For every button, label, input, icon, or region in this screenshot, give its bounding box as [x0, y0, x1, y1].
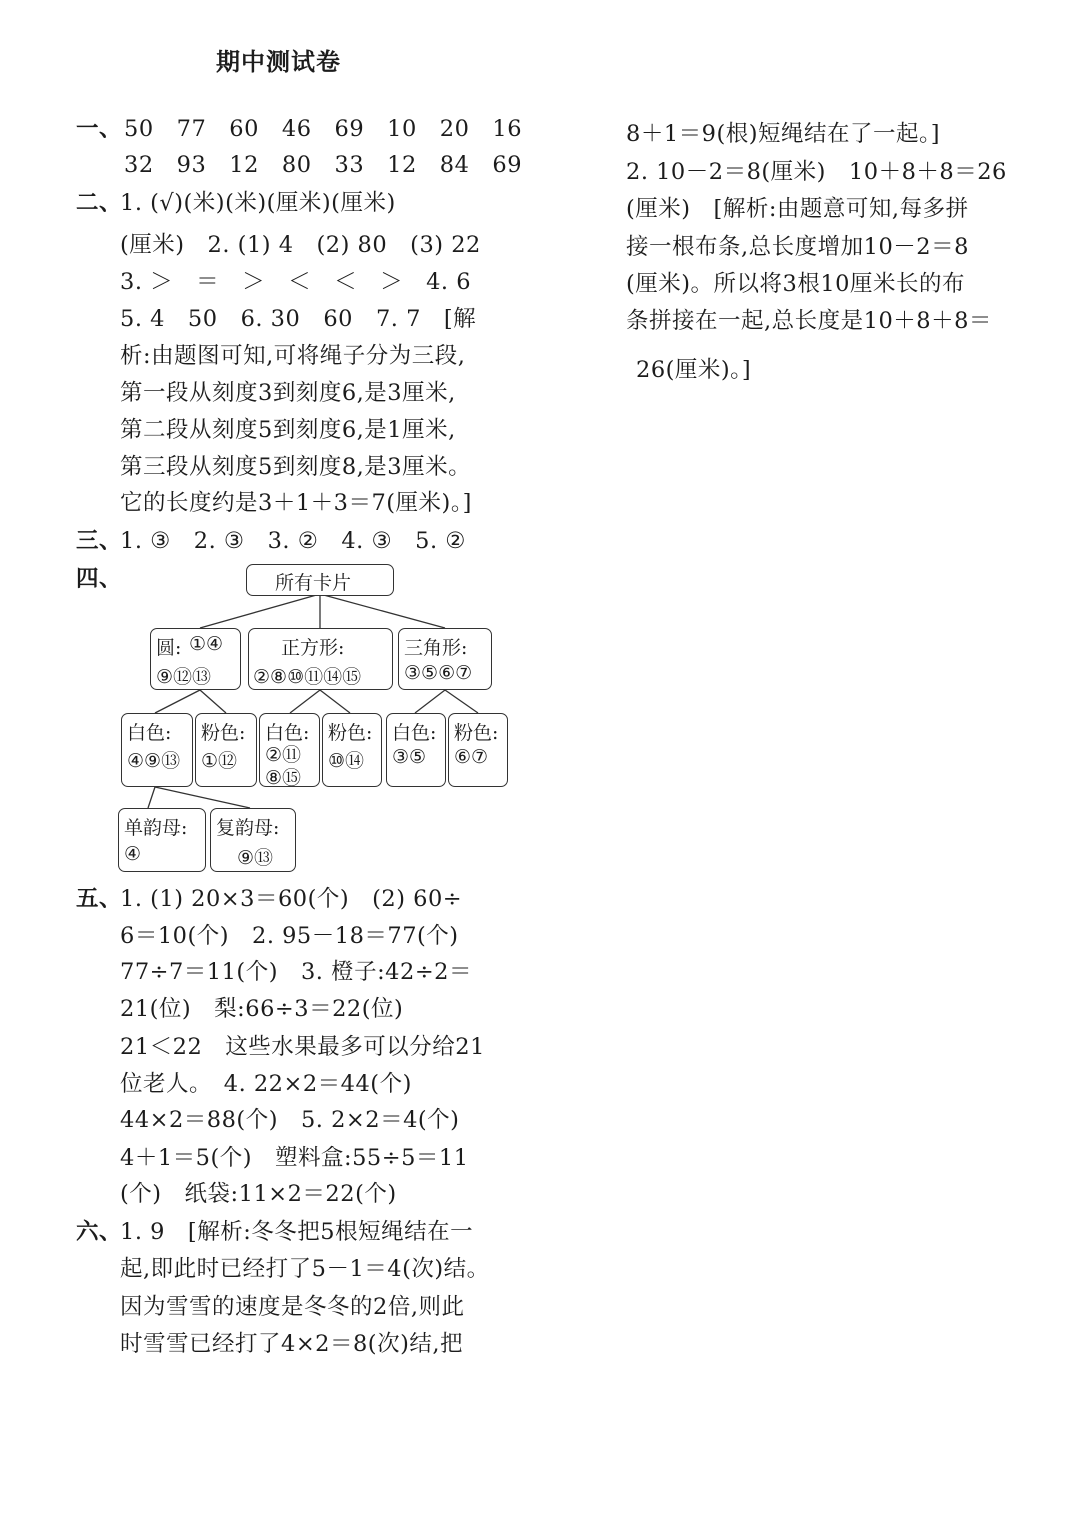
- tree-node-circle-white: [121, 713, 193, 787]
- answer-line: 因为雪雪的速度是冬冬的2倍,则此: [120, 1294, 465, 1320]
- answer-line: (厘米) [解析:由题意可知,每多拼: [626, 196, 969, 222]
- answer-line: 21＜22 这些水果最多可以分给21: [120, 1034, 485, 1060]
- answer-line: 第三段从刻度5到刻度8,是3厘米。: [120, 454, 472, 480]
- node-label: 粉色:: [454, 722, 499, 744]
- node-label: 圆:: [156, 637, 182, 659]
- section-heading: 五、: [76, 886, 123, 912]
- connector: [155, 787, 250, 808]
- node-items: ⑧⑮: [265, 767, 302, 789]
- answer-line: 21(位) 梨:66÷3＝22(位): [120, 996, 404, 1022]
- connector: [415, 690, 445, 713]
- answer-line: 3. ＞ ＝ ＞ ＜ ＜ ＞ 4. 6: [120, 269, 472, 295]
- answer-line: 第一段从刻度3到刻度6,是3厘米,: [120, 380, 456, 406]
- answer-line: 6＝10(个) 2. 95－18＝77(个): [120, 923, 459, 949]
- connector: [148, 787, 155, 808]
- answer-line: 条拼接在一起,总长度是10＋8＋8＝: [626, 308, 992, 334]
- tree-node-circle: [150, 628, 241, 690]
- page-title: 期中测试卷: [216, 47, 341, 76]
- answer-line: 77÷7＝11(个) 3. 橙子:42÷2＝: [120, 959, 472, 985]
- answer-line: 32 93 12 80 33 12 84 69: [124, 152, 523, 178]
- node-label: 复韵母:: [216, 817, 280, 839]
- answer-line: 接一根布条,总长度增加10－2＝8: [626, 234, 969, 260]
- tree-node-square-white: [259, 713, 320, 787]
- answer-line: 1. (1) 20×3＝60(个) (2) 60÷: [120, 886, 463, 912]
- connector: [290, 690, 320, 713]
- node-items: ②⑪: [265, 744, 302, 766]
- section-heading: 三、: [76, 528, 123, 554]
- node-items: ⑩⑭: [328, 750, 365, 772]
- node-items: ②⑧⑩⑪⑭⑮: [253, 666, 362, 688]
- node-label: 所有卡片: [275, 572, 352, 594]
- node-items: ①⑫: [201, 750, 238, 772]
- node-label: 白色:: [392, 722, 437, 744]
- tree-node-compound-vowel: [210, 808, 296, 872]
- answer-line: 26(厘米)。]: [636, 357, 752, 383]
- tree-node-triangle-pink: [448, 713, 508, 787]
- answer-line: (个) 纸袋:11×2＝22(个): [120, 1181, 397, 1207]
- node-items: ③⑤⑥⑦: [404, 662, 473, 684]
- node-label: 三角形:: [404, 637, 468, 659]
- answer-line: 44×2＝88(个) 5. 2×2＝4(个): [120, 1107, 460, 1133]
- node-label: 正方形:: [281, 637, 345, 659]
- section-heading: 二、: [76, 190, 123, 216]
- answer-line: 5. 4 50 6. 30 60 7. 7 [解: [120, 306, 477, 332]
- node-items: ①④: [189, 633, 224, 655]
- answer-line: 50 77 60 46 69 10 20 16: [124, 116, 523, 142]
- tree-root-node: [246, 564, 394, 596]
- connector: [200, 690, 226, 713]
- answer-line: 4＋1＝5(个) 塑料盒:55÷5＝11: [120, 1145, 469, 1171]
- answer-line: 1. ③ 2. ③ 3. ② 4. ③ 5. ②: [120, 528, 466, 554]
- node-label: 白色:: [127, 722, 172, 744]
- node-label: 粉色:: [201, 722, 246, 744]
- answer-line: 2. 10－2＝8(厘米) 10＋8＋8＝26: [626, 159, 1007, 185]
- answer-line: 8＋1＝9(根)短绳结在了一起。]: [626, 121, 941, 147]
- connector: [320, 690, 350, 713]
- tree-node-square: [248, 628, 393, 690]
- answer-line: 起,即此时已经打了5－1＝4(次)结。: [120, 1256, 490, 1282]
- section-heading: 六、: [76, 1219, 123, 1245]
- section-heading: 四、: [76, 566, 123, 592]
- connector: [445, 690, 478, 713]
- node-items: ⑥⑦: [454, 746, 489, 768]
- answer-line: 1. (√)(米)(米)(厘米)(厘米): [120, 190, 396, 216]
- tree-node-square-pink: [322, 713, 382, 787]
- tree-node-triangle-white: [386, 713, 446, 787]
- answer-line: 位老人。 4. 22×2＝44(个): [120, 1071, 412, 1097]
- node-items: ④⑨⑬: [127, 750, 181, 772]
- node-label: 粉色:: [328, 722, 373, 744]
- connector: [320, 594, 445, 628]
- answer-line: 时雪雪已经打了4×2＝8(次)结,把: [120, 1331, 464, 1357]
- tree-node-circle-pink: [195, 713, 257, 787]
- tree-node-triangle: [398, 628, 492, 690]
- answer-line: (厘米) 2. (1) 4 (2) 80 (3) 22: [120, 232, 481, 258]
- answer-line: (厘米)。所以将3根10厘米长的布: [626, 271, 966, 297]
- answer-line: 析:由题图可知,可将绳子分为三段,: [120, 343, 466, 369]
- answer-line: 第二段从刻度5到刻度6,是1厘米,: [120, 417, 456, 443]
- node-label: 单韵母:: [124, 817, 188, 839]
- node-items: ⑨⑬: [237, 847, 274, 869]
- answer-line: 1. 9 [解析:冬冬把5根短绳结在一: [120, 1219, 474, 1245]
- section-heading: 一、: [76, 116, 123, 142]
- node-items: ⑨⑫⑬: [156, 666, 212, 688]
- node-items: ④: [124, 843, 142, 865]
- answer-line: 它的长度约是3＋1＋3＝7(厘米)。]: [120, 490, 472, 516]
- node-items: ③⑤: [392, 746, 427, 768]
- connector: [200, 594, 320, 628]
- node-label: 白色:: [265, 722, 310, 744]
- connector: [155, 690, 200, 713]
- tree-node-single-vowel: [118, 808, 206, 872]
